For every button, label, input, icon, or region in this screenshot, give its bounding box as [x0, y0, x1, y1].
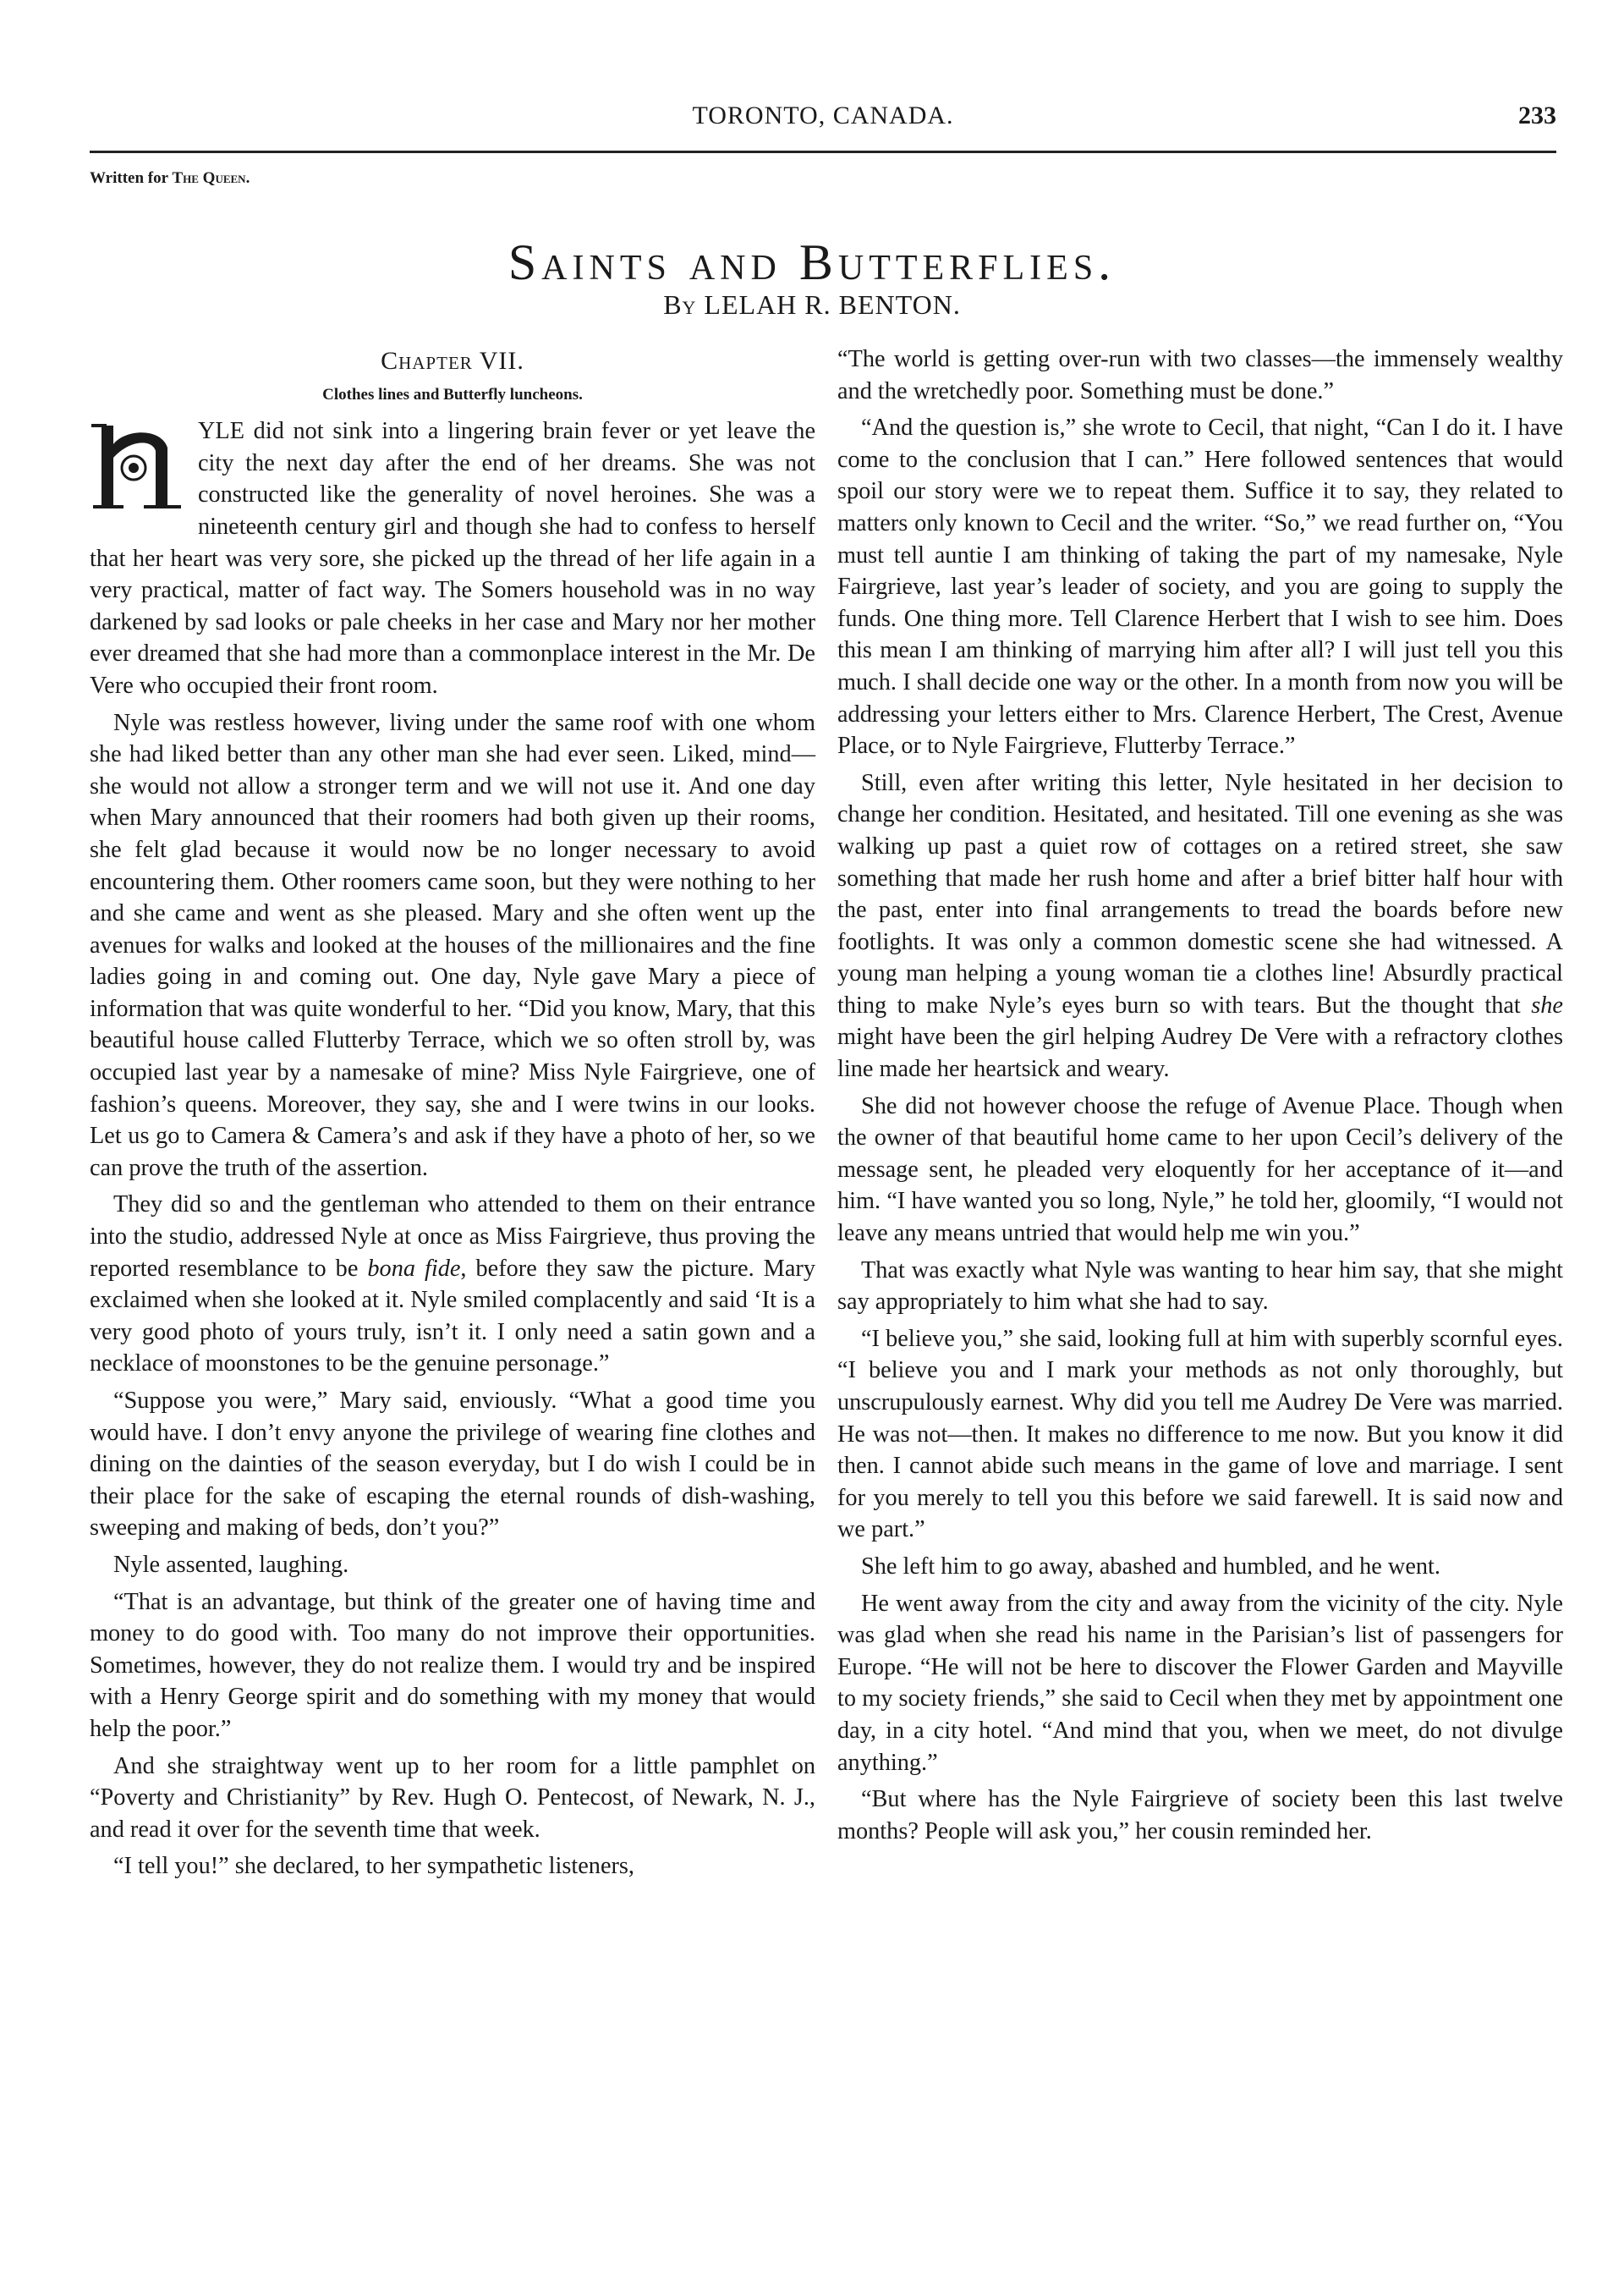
dropcap-ornament: [90, 419, 189, 514]
paragraph: Nyle assented, laughing.: [113, 1551, 349, 1578]
text-run: , before they saw the picture. Mary exclaimed when she looked at it. Nyle smiled complacently and said ‘It is a very good photo of yours truly, isn’t it. I only need a satin gown and a necklace of moonstones to be the genuine personage.”: [90, 1255, 815, 1377]
paragraph: She left him to go away, abashed and humbled, and he went.: [861, 1553, 1440, 1580]
paragraph: She did not however choose the refuge of Avenue Place. Though when the owner of that beautiful home came to her upon Cecil’s delivery of the message sent, he pleaded very eloquently for her acceptance of it—and him. “I have wanted you so long, Nyle,” he told her, gloomily, “I would not leave any means untried that would help me win you.”: [837, 1092, 1563, 1247]
ornamental-n-icon: [90, 419, 189, 514]
paragraph: YLE did not sink into a lingering brain fever or yet leave the city the next day after the end of her dreams. She was not constructed like the generality of novel heroines. She was a nineteenth century girl and though she had to confess to herself that her heart was very sore, she picked up the thread of her life again in a very practical, matter of fact way. The Somers household was in no way darkened by sad looks or pale cheeks in her case and Mary nor her mother ever dreamed that she had more than a commonplace interest in the Mr. De Vere who occupied their front room.: [90, 418, 815, 699]
left-column: [90, 344, 815, 1888]
text-run: might have been the girl helping Audrey De Vere with a refractory clothes line made her heartsick and weary.: [837, 1024, 1563, 1083]
written-for-suffix: .: [245, 169, 250, 187]
paragraph: “Suppose you were,” Mary said, enviously. “What a good time you would have. I don’t envy anyone the privilege of wearing fine clothes and dining on the dainties of the season everyday, but I do wish I could be in their place for the sake of escaping the eternal rounds of dish-washing, sweeping and making of beds, don’t you?”: [90, 1388, 815, 1542]
paragraph: “I tell you!” she declared, to her sympathetic listeners,: [113, 1853, 635, 1880]
paragraph: [837, 767, 1563, 1086]
written-for-prefix: Written for: [90, 169, 173, 187]
publication-name: The Queen: [172, 169, 246, 187]
written-for-note: [90, 169, 250, 188]
header-rule: [90, 151, 1556, 153]
byline-author: LELAH R. BENTON.: [696, 289, 961, 320]
text-run: Still, even after writing this letter, Nyle hesitated in her decision to change her condition. Hesitated, and hesitated. Till one evening as she was walking up past a quiet row of cottages on a retired street, she saw something that made her rush home and after a brief bitter half hour with the past, enter into final arrangements to tread the boards before new footlights. It was only a common domestic scene she had witnessed. A young man helping a young woman tie a clothes line! Absurdly practical thing to make Nyle’s eyes burn so with tears. But the thought that: [837, 769, 1563, 1019]
text-run: They did so and the gentleman who attended to them on their entrance into the studio, addressed Nyle at once as Miss Fairgrieve, thus proving the reported resemblance to be: [90, 1191, 815, 1282]
byline: [0, 289, 1624, 321]
paragraph: He went away from the city and away from the vicinity of the city. Nyle was glad when she read his name in the Parisian’s list of passengers for Europe. “He will not be here to discover the Flower Garden and Mayville to my society friends,” she said to Cecil when they met by appointment one day, in a city hotel. “And mind that you, when we meet, do not divulge anything.”: [837, 1590, 1563, 1776]
chapter-subtitle: Clothes lines and Butterfly luncheons.: [322, 385, 583, 404]
paragraph: “And the question is,” she wrote to Cecil, that night, “Can I do it. I have come to the conclusion that I can.” Here followed sentences that would spoil our story were we to repeat them. Suffice it to say, they related to matters only known to Cecil and the writer. “So,” we read further on, “You must tell auntie I am thinking of taking the part of my namesake, Nyle Fairgrieve, last year’s leader of society, and you are going to supply the funds. One thing more. Tell Clarence Herbert that I wish to see him. Does this mean I am thinking of marrying him after all? I will just tell you this much. I shall decide one way or the other. In a month from now you will be addressing your letters either to Mrs. Clarence Herbert, The Crest, Avenue Place, or to Nyle Fairgrieve, Flutterby Terrace.”: [837, 415, 1563, 760]
page-number: 233: [1518, 102, 1556, 129]
emphasis-text: bona fide: [367, 1255, 461, 1282]
right-column: [837, 344, 1563, 1852]
chapter-heading: Chapter VII.: [381, 347, 524, 375]
byline-prefix: By: [663, 289, 697, 320]
running-head: TORONTO, CANADA.: [692, 102, 954, 129]
paragraph: Nyle was restless however, living under the same roof with one whom she had liked better than any other man she had ever seen. Liked, mind—she would not allow a stronger term and we will not use it. And one day when Mary announced that their roomers had both given up their rooms, she felt glad because it would now be no longer necessary to avoid encountering them. Other roomers came soon, but they were nothing to her and she came and went as she pleased. Mary and she often went up the avenues for walks and looked at the houses of the millionaires and the fine ladies going in and coming out. One day, Nyle gave Mary a piece of information that was quite wonderful to her. “Did you know, Mary, that this beautiful house called Flutterby Terrace, which we so often stroll by, was occupied last year by a namesake of mine? Miss Nyle Fairgrieve, one of fashion’s queens. Moreover, they say, she and I were twins in our looks. Let us go to Camera & Camera’s and ask if they have a photo of her, so we can prove the truth of the assertion.: [90, 709, 815, 1181]
emphasis-text: she: [1531, 992, 1563, 1019]
paragraph: “I believe you,” she said, looking full at him with superbly scornful eyes. “I believe you and I mark your methods as not only thoroughly, but unscrupulously earnest. Why did you tell me Audrey De Vere was married. He was not—then. It makes no difference to me now. But you know it did then. I cannot abide such means in the game of love and marriage. I sent for you merely to tell you this before we said farewell. It is said now and we part.”: [837, 1325, 1563, 1543]
page-header: [90, 102, 1556, 147]
article-title: Saints and Butterflies.: [508, 234, 1116, 291]
paragraph: [90, 1189, 815, 1380]
paragraph: That was exactly what Nyle was wanting to hear him say, that she might say appropriately to him what she had to say.: [837, 1256, 1563, 1316]
paragraph: And she straightway went up to her room for a little pamphlet on “Poverty and Christianity” by Rev. Hugh O. Pentecost, of Newark, N. J., and read it over for the seventh time that week.: [90, 1752, 815, 1843]
paragraph: “But where has the Nyle Fairgrieve of society been this last twelve months? People will ask you,” her cousin reminded her.: [837, 1786, 1563, 1844]
paragraph: “That is an advantage, but think of the greater one of having time and money to do good with. Too many do not improve their opportunities. Sometimes, however, they do not realize them. I would try and be inspired with a Henry George spirit and do something with my money that would help the poor.”: [90, 1588, 815, 1742]
paragraph: “The world is getting over-run with two classes—the immensely wealthy and the wretchedly poor. Something must be done.”: [837, 346, 1563, 404]
